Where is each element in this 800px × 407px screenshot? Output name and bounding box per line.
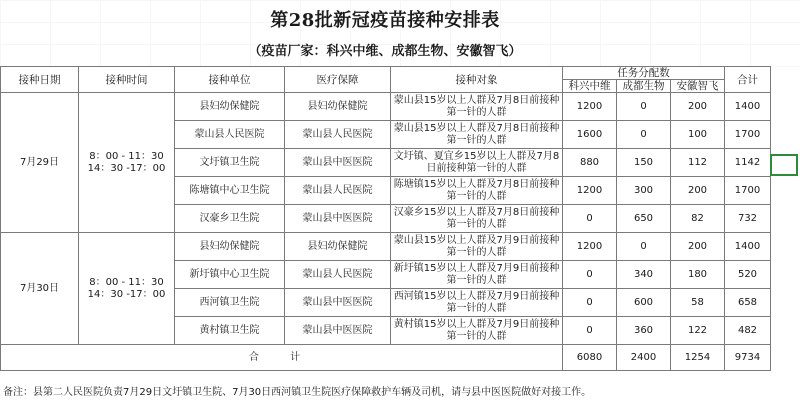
unit-cell[interactable]: 陈塘镇中心卫生院 [175, 177, 285, 205]
anhui-cell[interactable]: 100 [671, 121, 725, 149]
total-cell[interactable]: 1700 [725, 177, 771, 205]
unit-cell[interactable]: 蒙山县人民医院 [175, 121, 285, 149]
table-row [1, 233, 771, 261]
target-cell[interactable]: 蒙山县15岁以上人群及7月9日前接种第一针的人群 [391, 233, 563, 261]
chengdu-cell[interactable]: 150 [617, 149, 671, 177]
totals-kexing[interactable]: 6080 [563, 345, 617, 371]
medical-cell[interactable]: 蒙山县中医医院 [285, 205, 391, 233]
kexing-cell[interactable]: 1200 [563, 233, 617, 261]
medical-cell[interactable]: 蒙山县中医医院 [285, 289, 391, 317]
time-morning: 8：00 - 11：30 [89, 150, 164, 162]
medical-cell[interactable]: 蒙山县人民医院 [285, 177, 391, 205]
header-date[interactable]: 接种日期 [1, 67, 79, 93]
unit-cell[interactable]: 西河镇卫生院 [175, 289, 285, 317]
anhui-cell[interactable]: 200 [671, 93, 725, 121]
date-cell[interactable]: 7月30日 [1, 233, 79, 345]
chengdu-cell[interactable]: 300 [617, 177, 671, 205]
table-row [1, 93, 771, 121]
unit-cell[interactable]: 文圩镇卫生院 [175, 149, 285, 177]
totals-row [1, 345, 771, 371]
kexing-cell[interactable]: 1200 [563, 177, 617, 205]
target-cell[interactable]: 西河镇15岁以上人群及7月9日前接种第一针的人群 [391, 289, 563, 317]
chengdu-cell[interactable]: 0 [617, 93, 671, 121]
total-cell[interactable]: 1700 [725, 121, 771, 149]
schedule-table [0, 66, 771, 371]
medical-cell[interactable]: 县妇幼保健院 [285, 93, 391, 121]
kexing-cell[interactable]: 0 [563, 289, 617, 317]
selected-cell-marker[interactable] [770, 154, 798, 176]
footnote: 备注：县第二人民医院负责7月29日文圩镇卫生院、7月30日西河镇卫生院医疗保障救护车辆及司机，请与县中医医院做好对接工作。 [3, 387, 592, 398]
totals-label[interactable]: 合 计 [1, 345, 563, 371]
anhui-cell[interactable]: 58 [671, 289, 725, 317]
time-cell[interactable] [79, 233, 175, 345]
total-cell[interactable]: 482 [725, 317, 771, 345]
totals-chengdu[interactable]: 2400 [617, 345, 671, 371]
chengdu-cell[interactable]: 650 [617, 205, 671, 233]
header-kexing[interactable]: 科兴中维 [563, 80, 617, 93]
header-row-1 [1, 67, 771, 80]
time-cell[interactable] [79, 93, 175, 233]
date-cell[interactable]: 7月29日 [1, 93, 79, 233]
medical-cell[interactable]: 蒙山县人民医院 [285, 121, 391, 149]
page-subtitle: （疫苗厂家：科兴中维、成都生物、安徽智飞） [248, 44, 522, 59]
header-target[interactable]: 接种对象 [391, 67, 563, 93]
target-cell[interactable]: 新圩镇15岁以上人群及7月9日前接种第一针的人群 [391, 261, 563, 289]
header-medical[interactable]: 医疗保障 [285, 67, 391, 93]
header-total[interactable]: 合计 [725, 67, 771, 93]
chengdu-cell[interactable]: 360 [617, 317, 671, 345]
header-allocation[interactable]: 任务分配数 [563, 67, 725, 80]
page-title: 第28批新冠疫苗接种安排表 [270, 10, 500, 31]
medical-cell[interactable]: 蒙山县中医医院 [285, 317, 391, 345]
kexing-cell[interactable]: 1200 [563, 93, 617, 121]
medical-cell[interactable]: 蒙山县中医医院 [285, 149, 391, 177]
target-cell[interactable]: 陈塘镇15岁以上人群及7月8日前接种第一针的人群 [391, 177, 563, 205]
unit-cell[interactable]: 县妇幼保健院 [175, 233, 285, 261]
total-cell[interactable]: 1400 [725, 93, 771, 121]
header-chengdu[interactable]: 成都生物 [617, 80, 671, 93]
time-morning: 8：00 - 11：30 [89, 276, 164, 288]
kexing-cell[interactable]: 0 [563, 205, 617, 233]
target-cell[interactable]: 蒙山县15岁以上人群及7月8日前接种第一针的人群 [391, 93, 563, 121]
time-afternoon: 14：30 -17：00 [87, 162, 166, 174]
header-unit[interactable]: 接种单位 [175, 67, 285, 93]
totals-total[interactable]: 9734 [725, 345, 771, 371]
target-cell[interactable]: 黄村镇15岁以上人群及7月9日前接种第一针的人群 [391, 317, 563, 345]
anhui-cell[interactable]: 180 [671, 261, 725, 289]
chengdu-cell[interactable]: 0 [617, 121, 671, 149]
total-cell[interactable]: 520 [725, 261, 771, 289]
target-cell[interactable]: 汉豪乡15岁以上人群及7月8日前接种第一针的人群 [391, 205, 563, 233]
chengdu-cell[interactable]: 0 [617, 233, 671, 261]
unit-cell[interactable]: 黄村镇卫生院 [175, 317, 285, 345]
total-cell[interactable]: 1400 [725, 233, 771, 261]
kexing-cell[interactable]: 880 [563, 149, 617, 177]
anhui-cell[interactable]: 82 [671, 205, 725, 233]
target-cell[interactable]: 蒙山县15岁以上人群及7月8日前接种第一针的人群 [391, 121, 563, 149]
unit-cell[interactable]: 汉豪乡卫生院 [175, 205, 285, 233]
header-anhui[interactable]: 安徽智飞 [671, 80, 725, 93]
unit-cell[interactable]: 县妇幼保健院 [175, 93, 285, 121]
totals-anhui[interactable]: 1254 [671, 345, 725, 371]
target-cell[interactable]: 文圩镇、夏宜乡15岁以上人群及7月8日前接种第一针的人群 [391, 149, 563, 177]
total-cell[interactable]: 658 [725, 289, 771, 317]
unit-cell[interactable]: 新圩镇中心卫生院 [175, 261, 285, 289]
kexing-cell[interactable]: 0 [563, 317, 617, 345]
time-afternoon: 14：30 -17：00 [87, 288, 166, 300]
total-cell[interactable]: 732 [725, 205, 771, 233]
medical-cell[interactable]: 县妇幼保健院 [285, 233, 391, 261]
chengdu-cell[interactable]: 340 [617, 261, 671, 289]
medical-cell[interactable]: 蒙山县人民医院 [285, 261, 391, 289]
header-time[interactable]: 接种时间 [79, 67, 175, 93]
kexing-cell[interactable]: 1600 [563, 121, 617, 149]
total-cell[interactable]: 1142 [725, 149, 771, 177]
chengdu-cell[interactable]: 600 [617, 289, 671, 317]
kexing-cell[interactable]: 0 [563, 261, 617, 289]
anhui-cell[interactable]: 122 [671, 317, 725, 345]
anhui-cell[interactable]: 112 [671, 149, 725, 177]
anhui-cell[interactable]: 200 [671, 233, 725, 261]
anhui-cell[interactable]: 200 [671, 177, 725, 205]
